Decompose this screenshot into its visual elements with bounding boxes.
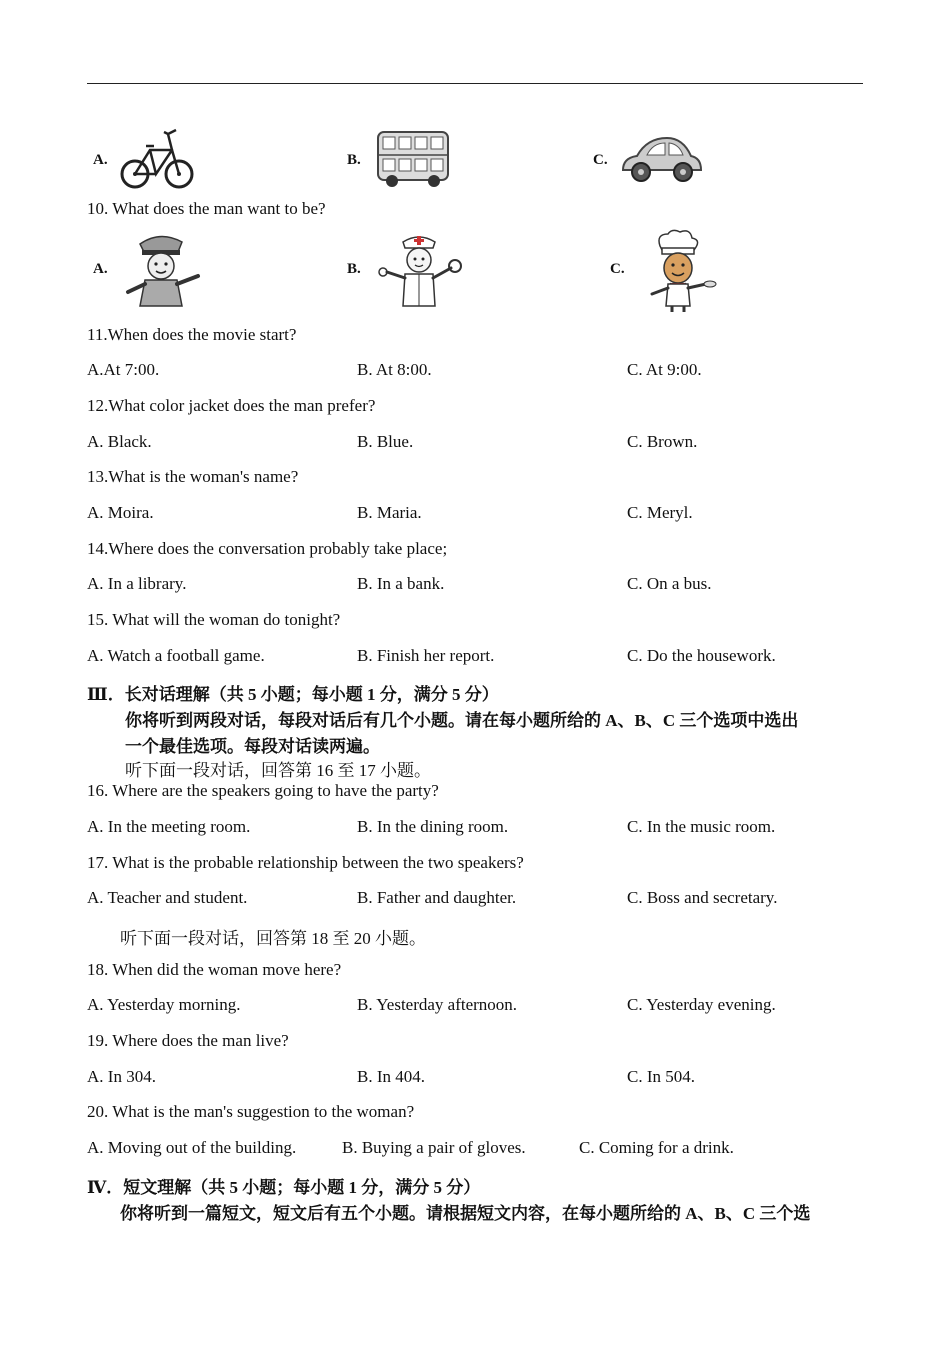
q11-option-c: C. At 9:00. [627,360,702,379]
q19-option-a: A. In 304. [87,1067,156,1086]
header-rule [87,83,863,84]
q11-option-a: A.At 7:00. [87,360,160,379]
section-3-instructions-line-1: 你将听到两段对话，每段对话后有几个小题。请在每小题所给的 A、B、C 三个选项中选出 [125,711,799,730]
option-b-label: B. [347,152,361,168]
option-a-label: A. [93,152,108,168]
q14-option-c: C. On a bus. [627,574,712,593]
question-10: 10. What does the man want to be? [87,199,326,218]
q14-option-b: B. In a bank. [357,574,445,593]
doctor-icon [373,230,465,310]
question-19: 19. Where does the man live? [87,1031,289,1050]
q12-option-b: B. Blue. [357,432,414,451]
section-3-heading: Ⅲ．长对话理解（共 5 小题；每小题 1 分，满分 5 分） [87,685,499,704]
question-11: 11.When does the movie start? [87,325,297,344]
police-officer-icon [118,230,204,308]
double-decker-bus-icon [375,128,453,190]
q15-option-b: B. Finish her report. [357,646,495,665]
q20-option-a: A. Moving out of the building. [87,1138,297,1157]
q20-option-c: C. Coming for a drink. [579,1138,734,1157]
question-15: 15. What will the woman do tonight? [87,610,341,629]
section-3-instructions-line-2: 一个最佳选项。每段对话读两遍。 [125,737,380,756]
section-4-heading: Ⅳ．短文理解（共 5 小题；每小题 1 分，满分 5 分） [87,1178,481,1197]
q18-option-a: A. Yesterday morning. [87,995,241,1014]
question-12: 12.What color jacket does the man prefer? [87,396,376,415]
option-b-label: B. [347,261,361,277]
q19-option-b: B. In 404. [357,1067,425,1086]
option-a-label: A. [93,261,108,277]
q12-option-c: C. Brown. [627,432,698,451]
dialogue-2-note: 听下面一段对话，回答第 18 至 20 小题。 [120,929,426,948]
question-16: 16. Where are the speakers going to have the party? [87,781,439,800]
q17-option-c: C. Boss and secretary. [627,888,778,907]
q11-option-b: B. At 8:00. [357,360,432,379]
question-14: 14.Where does the conversation probably take place; [87,539,448,558]
q16-option-a: A. In the meeting room. [87,817,251,836]
bicycle-icon [120,126,196,192]
dialogue-1-note: 听下面一段对话，回答第 16 至 17 小题。 [125,761,431,780]
q17-option-b: B. Father and daughter. [357,888,517,907]
q12-option-a: A. Black. [87,432,152,451]
question-20: 20. What is the man's suggestion to the woman? [87,1102,415,1121]
q15-option-a: A. Watch a football game. [87,646,265,665]
cook-icon [632,228,722,314]
q18-option-c: C. Yesterday evening. [627,995,776,1014]
q16-option-c: C. In the music room. [627,817,776,836]
option-c-label: C. [610,261,625,277]
q16-option-b: B. In the dining room. [357,817,509,836]
section-4-instructions-line-1: 你将听到一篇短文，短文后有五个小题。请根据短文内容，在每小题所给的 A、B、C 三个选 [120,1204,811,1223]
question-18: 18. When did the woman move here? [87,960,342,979]
question-13: 13.What is the woman's name? [87,467,299,486]
car-icon [617,128,705,188]
q17-option-a: A. Teacher and student. [87,888,248,907]
q19-option-c: C. In 504. [627,1067,695,1086]
option-c-label: C. [593,152,608,168]
q13-option-c: C. Meryl. [627,503,693,522]
q20-option-b: B. Buying a pair of gloves. [342,1138,526,1157]
q15-option-c: C. Do the housework. [627,646,776,665]
q13-option-a: A. Moira. [87,503,154,522]
q13-option-b: B. Maria. [357,503,422,522]
question-17: 17. What is the probable relationship between the two speakers? [87,853,524,872]
q14-option-a: A. In a library. [87,574,187,593]
q18-option-b: B. Yesterday afternoon. [357,995,518,1014]
